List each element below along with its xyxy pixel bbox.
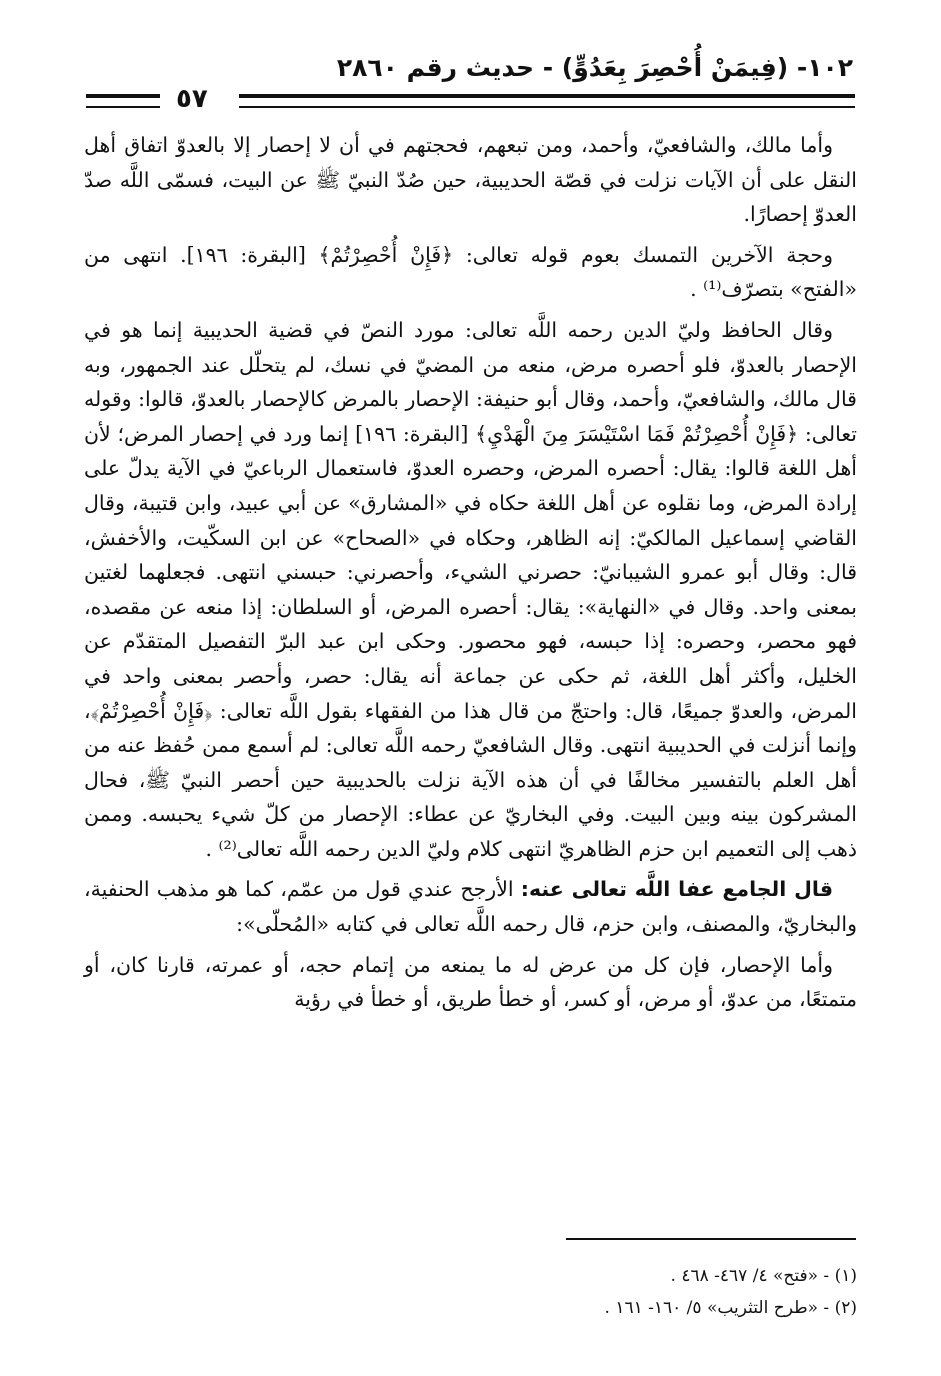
footnote-2: (٢) - «طرح التثريب» ٥/ ١٦٠- ١٦١ . [604, 1298, 857, 1318]
paragraph-text: وأما مالك، والشافعيّ، وأحمد، ومن تبعهم، فحجتهم في أن لا إحصار إلا بالعدوّ اتفاق أهل النقل على أن الآيات نزلت في قصّة الحديبية، حين صُدّ النبيّ ﷺ عن البيت، فسمّى اللَّه صدّ العدوّ إحصارًا. [84, 133, 857, 227]
paragraph [84, 238, 857, 307]
paragraph-text: وقال الحافظ وليّ الدين رحمه اللَّه تعالى: مورد النصّ في قضية الحديبية إنما هو في الإحصار بالعدوّ، فلو أحصره مرض، منعه من المضيّ في نسك، لم يتحلّل عند الجمهور، وبه قال مالك، والشافعيّ، وأحمد، وقال أبو حنيفة: الإحصار بالمرض كالإحصار بالعدوّ، قالوا: وقوله تعالى: ﴿فَإِنْ أُحْصِرْتُمْ فَمَا اسْتَيْسَرَ مِنَ الْهَدْيِ﴾ [البقرة: ١٩٦] إنما ورد في إحصار المرض؛ لأن أهل اللغة قالوا: يقال: أحصره المرض، وحصره العدوّ، فاستعمال الرباعيّ في الآية يدلّ على إرادة المرض، وما نقلوه عن أهل اللغة حكاه في «المشارق» عن أبي عبيد، وابن قتيبة، وقال القاضي إسماعيل المالكيّ: إنه الظاهر، وحكاه في «الصحاح» عن ابن السكّيت، والأخفش، قال: وقال أبو عمرو الشيبانيّ: حصرني الشيء، وأحصرني: حبسني انتهى. فجعلهما لغتين بمعنى واحد. وقال في «النهاية»: يقال: أحصره المرض، أو السلطان: إذا منعه عن مقصده، فهو محصر، وحصره: إذا حبسه، فهو محصور. وحكى ابن عبد البرّ التفصيل المتقدّم عن الخليل، وأكثر أهل اللغة، ثم حكى عن جماعة أنه يقال: حصر، وأحصر بمعنى واحد في المرض، والعدوّ جميعًا، قال: واحتجّ من قال هذا من الفقهاء بقول اللَّه تعالى: ﴿فَإِنْ أُحْصِرْتُمْ﴾، وإنما أنزلت في الحديبية انتهى. وقال الشافعيّ رحمه اللَّه تعالى: لم أسمع ممن حُفظ عنه من أهل العلم بالتفسير مخالفًا في أن هذه الآية نزلت بالحديبية حين أحصر النبيّ ﷺ، فحال المشركون بينه وبين البيت. وفي البخاريّ عن عطاء: الإحصار من كلّ شيء يحبسه. وممن ذهب إلى التعميم ابن حزم الظاهريّ انتهى كلام وليّ الدين رحمه اللَّه تعالى⁽²⁾ . [84, 317, 857, 861]
running-title: ١٠٢- (فِيمَنْ أُحْصِرَ بِعَدُوٍّ) - حديث رقم ٢٨٦٠ [336, 53, 853, 82]
paragraph-text: وحجة الآخرين التمسك بعوم قوله تعالى: ﴿فَإِنْ أُحْصِرْتُمْ﴾ [البقرة: ١٩٦]. انتهى من «الفتح» بتصرّف⁽¹⁾ . [84, 242, 857, 302]
paragraph [84, 948, 857, 1017]
footnote-1: (١) - «فتح» ٤/ ٤٦٧- ٤٦٨ . [670, 1266, 857, 1286]
footnote-divider [566, 1238, 856, 1240]
main-text [84, 128, 857, 1023]
paragraph [84, 128, 857, 232]
paragraph [84, 872, 857, 941]
header-rule-long [239, 94, 855, 108]
paragraph-text: وأما الإحصار، فإن كل من عرض له ما يمنعه من إتمام حجه، أو عمرته، قارنا كان، أو متمتعًا، من عدوّ، أو مرض، أو كسر، أو خطأ طريق، أو خطأ في رؤية [84, 952, 857, 1012]
compiler-note-lead: قال الجامع عفا اللَّه تعالى عنه: [520, 877, 834, 902]
page-number: ٥٧ [176, 84, 208, 114]
paragraph-text: الأرجح عندي قول من عمّم، كما هو مذهب الحنفية، والبخاريّ، والمصنف، وابن حزم، قال رحمه اللَّه تعالى في كتابه «المُحلّى»: [84, 877, 857, 937]
header-rule-short [86, 94, 160, 108]
footnotes [84, 1260, 857, 1324]
paragraph [84, 313, 857, 867]
